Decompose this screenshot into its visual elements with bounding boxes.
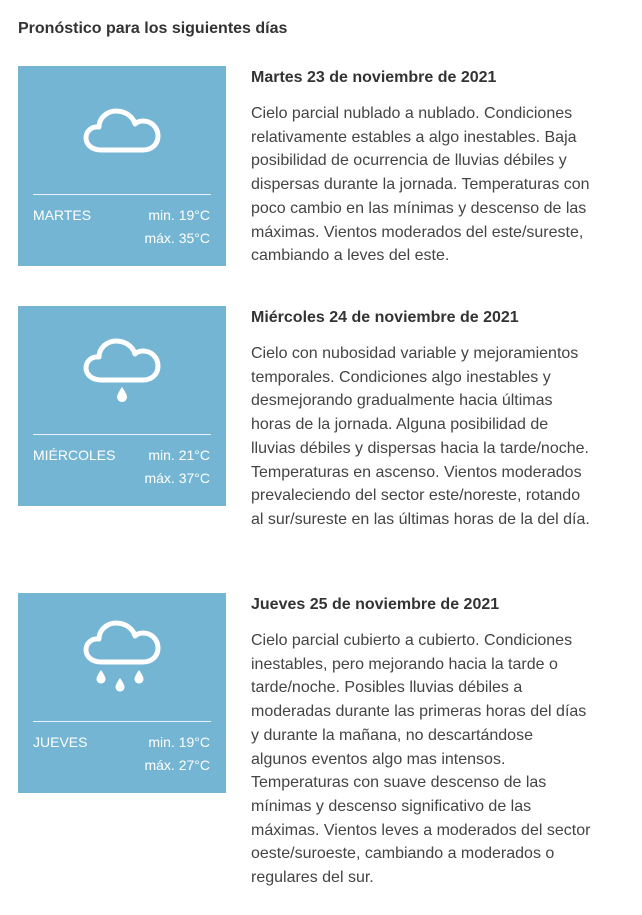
- day-description: Cielo parcial nublado a nublado. Condiciones relativamente estables a algo inestables. Baja posibilidad de ocurrencia de lluvias débiles y dispersas durante la jornada. Temperaturas con poco cambio en las mínimas y descenso de las máximas. Vientos moderados del este/sureste, cambiando a leves del este.: [251, 105, 590, 265]
- max-temperature: máx. 27°C: [144, 757, 210, 773]
- card-divider: [33, 721, 211, 722]
- max-temperature: máx. 35°C: [144, 230, 210, 246]
- day-description: Cielo con nubosidad variable y mejoramientos temporales. Condiciones algo inestables y desmejorando gradualmente hacia últimas horas de la jornada. Alguna posibilidad de lluvias débiles y dispersas hacia la tarde/noche. Temperaturas en ascenso. Vientos moderados prevaleciendo del sector este/noreste, rotando al sur/sureste en las últimas horas de la del día.: [251, 345, 590, 528]
- min-temperature: min. 19°C: [148, 207, 210, 223]
- section-title: Pronóstico para los siguientes días: [18, 20, 288, 37]
- cloud-icon: [18, 66, 226, 194]
- min-temperature: min. 21°C: [148, 447, 210, 463]
- card-divider: [33, 194, 211, 195]
- day-name: JUEVES: [33, 734, 88, 750]
- cloud-light-rain-icon: [18, 306, 226, 434]
- day-text: [251, 306, 591, 532]
- day-text: [251, 66, 591, 268]
- day-name: MARTES: [33, 207, 92, 223]
- day-text: [251, 593, 591, 890]
- cloud-rain-icon: [18, 593, 226, 721]
- max-temperature: máx. 37°C: [144, 470, 210, 486]
- day-card: [18, 593, 226, 793]
- day-description: Cielo parcial cubierto a cubierto. Condiciones inestables, pero mejorando hacia la tarde o tarde/noche. Posibles lluvias débiles a moderadas durante las primeras horas del días y durante la mañana, no descartándose algunos eventos algo mas intensos. Temperaturas con suave descenso de las mínimas y descenso significativo de las máximas. Vientos leves a moderados del sector oeste/suroeste, cambiando a moderados o regulares del sur.: [251, 632, 591, 887]
- day-heading: Martes 23 de noviembre de 2021: [251, 69, 497, 86]
- day-heading: Miércoles 24 de noviembre de 2021: [251, 309, 519, 326]
- min-temperature: min. 19°C: [148, 734, 210, 750]
- day-card: [18, 306, 226, 506]
- day-heading: Jueves 25 de noviembre de 2021: [251, 596, 500, 613]
- day-card: [18, 66, 226, 266]
- day-name: MIÉRCOLES: [33, 447, 116, 463]
- card-divider: [33, 434, 211, 435]
